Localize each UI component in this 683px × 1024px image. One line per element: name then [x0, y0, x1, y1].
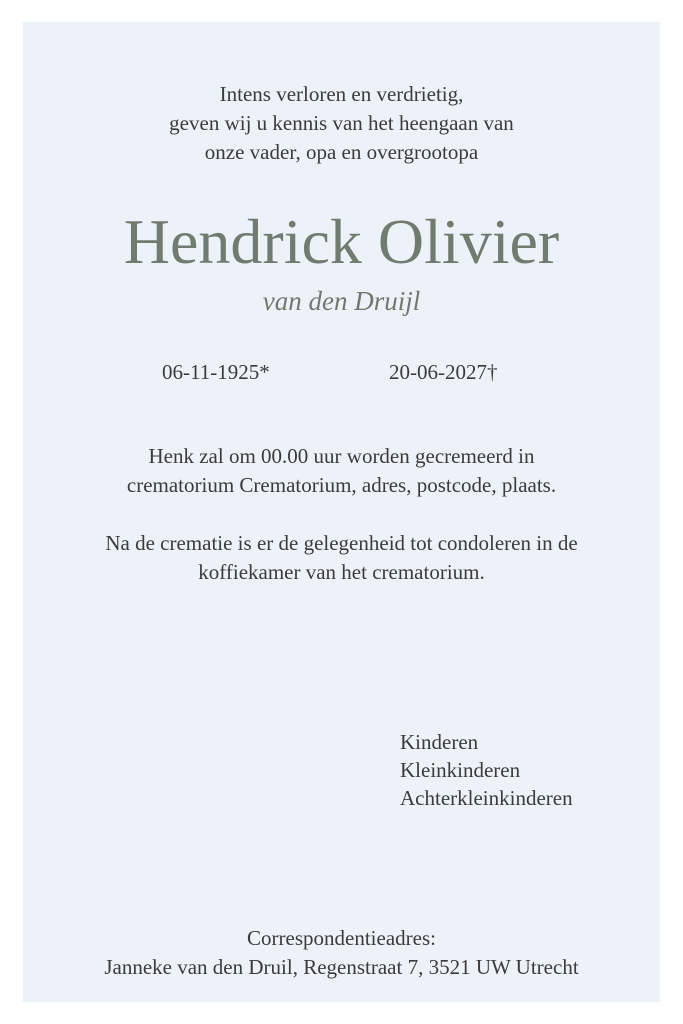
cremation-line: Henk zal om 00.00 uur worden gecremeerd in	[148, 444, 535, 468]
intro-line: onze vader, opa en overgrootopa	[204, 140, 479, 164]
condolence-info	[23, 529, 660, 587]
condolence-line: koffiekamer van het crematorium.	[198, 560, 485, 584]
relatives-item: Achterkleinkinderen	[400, 786, 573, 810]
correspondence-label: Correspondentieadres:	[247, 926, 436, 950]
cremation-line: crematorium Crematorium, adres, postcode, plaats.	[126, 473, 557, 497]
cremation-info	[23, 442, 660, 500]
deceased-surname: van den Druijl	[262, 286, 421, 316]
condolence-line: Na de crematie is er de gelegenheid tot condoleren in de	[105, 531, 578, 555]
birth-date: 06-11-1925*	[162, 360, 270, 384]
death-date: 20-06-2027†	[389, 360, 498, 384]
relatives-item: Kleinkinderen	[400, 758, 521, 782]
intro-text	[23, 80, 660, 167]
intro-line: geven wij u kennis van het heengaan van	[169, 111, 514, 135]
relatives-item: Kinderen	[400, 730, 479, 754]
obituary-card	[23, 22, 660, 1002]
deceased-name: Hendrick Olivier	[123, 206, 560, 277]
relatives-list	[400, 728, 573, 812]
intro-line: Intens verloren en verdrietig,	[219, 82, 464, 106]
correspondence-address	[23, 924, 660, 982]
correspondence-address-line: Janneke van den Druil, Regenstraat 7, 3521 UW Utrecht	[104, 955, 579, 979]
